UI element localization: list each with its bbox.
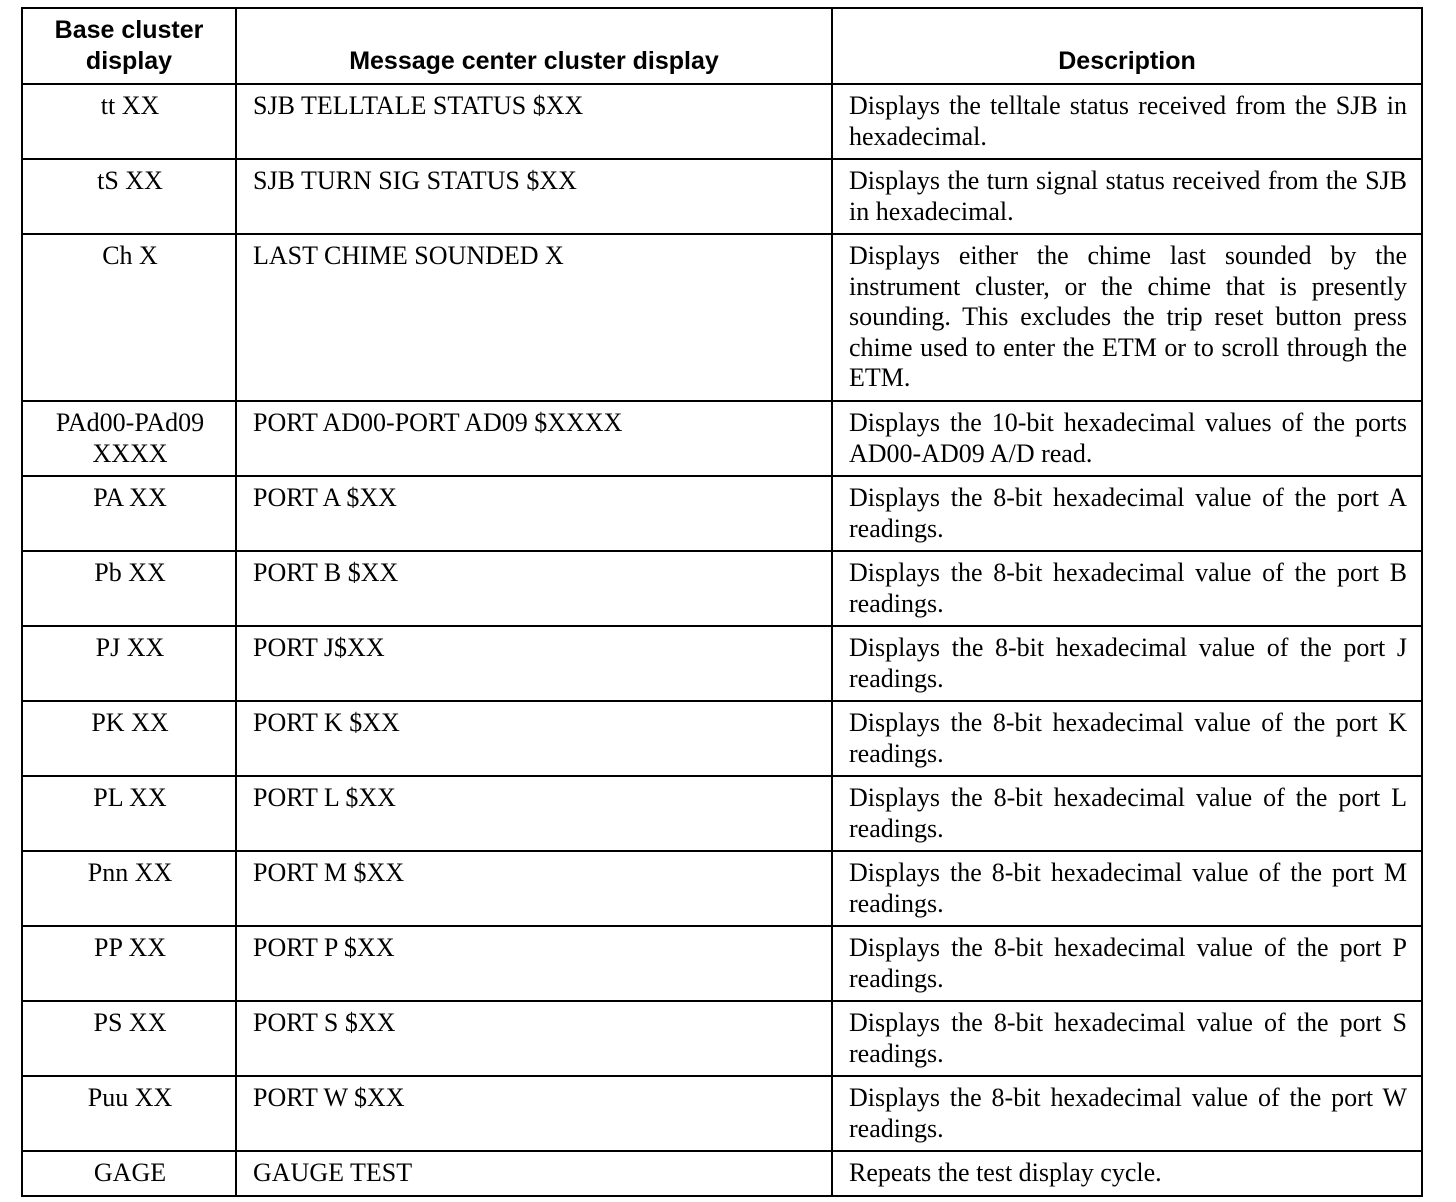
- cell-base: PJ XX: [22, 626, 236, 701]
- cell-base: GAGE: [22, 1151, 236, 1196]
- cell-message: PORT AD00-PORT AD09 $XXXX: [236, 401, 832, 476]
- cell-base: Ch X: [22, 234, 236, 401]
- cell-description: Displays the 8-bit hexadecimal value of the port W readings.: [832, 1076, 1422, 1151]
- cell-base: PAd00-PAd09 XXXX: [22, 401, 236, 476]
- table-row: [22, 851, 1422, 926]
- cell-description: Repeats the test display cycle.: [832, 1151, 1422, 1196]
- cell-description: Displays the telltale status received from the SJB in hexadecimal.: [832, 84, 1422, 159]
- table-row: [22, 551, 1422, 626]
- cell-message: LAST CHIME SOUNDED X: [236, 234, 832, 401]
- table-row: [22, 159, 1422, 234]
- table-row: [22, 701, 1422, 776]
- cell-description: Displays either the chime last sounded by the instrument cluster, or the chime that is presently sounding. This excludes the trip reset button press chime used to enter the ETM or to scroll through the ETM.: [832, 234, 1422, 401]
- table-row: [22, 476, 1422, 551]
- cell-description: Displays the 8-bit hexadecimal value of the port K readings.: [832, 701, 1422, 776]
- cell-base: Puu XX: [22, 1076, 236, 1151]
- table-row: [22, 1001, 1422, 1076]
- table-row: [22, 401, 1422, 476]
- cell-description: Displays the 8-bit hexadecimal value of the port M readings.: [832, 851, 1422, 926]
- table-row: [22, 84, 1422, 159]
- header-message-center-display: Message center cluster display: [236, 8, 832, 84]
- table-header-row: [22, 8, 1422, 84]
- cell-base: tt XX: [22, 84, 236, 159]
- table-row: [22, 234, 1422, 401]
- cell-message: PORT A $XX: [236, 476, 832, 551]
- cell-description: Displays the 8-bit hexadecimal value of the port A readings.: [832, 476, 1422, 551]
- cell-base: PP XX: [22, 926, 236, 1001]
- table-row: [22, 926, 1422, 1001]
- cell-description: Displays the 8-bit hexadecimal value of the port L readings.: [832, 776, 1422, 851]
- cell-description: Displays the 10-bit hexadecimal values of the ports AD00-AD09 A/D read.: [832, 401, 1422, 476]
- cell-base: PS XX: [22, 1001, 236, 1076]
- table-row: [22, 776, 1422, 851]
- cell-message: PORT B $XX: [236, 551, 832, 626]
- cell-message: PORT W $XX: [236, 1076, 832, 1151]
- cell-message: SJB TURN SIG STATUS $XX: [236, 159, 832, 234]
- cell-message: PORT M $XX: [236, 851, 832, 926]
- cell-message: SJB TELLTALE STATUS $XX: [236, 84, 832, 159]
- cell-description: Displays the 8-bit hexadecimal value of the port P readings.: [832, 926, 1422, 1001]
- header-description: Description: [832, 8, 1422, 84]
- table-row: [22, 626, 1422, 701]
- cell-message: PORT P $XX: [236, 926, 832, 1001]
- cell-message: GAUGE TEST: [236, 1151, 832, 1196]
- header-base-cluster-display: Base cluster display: [22, 8, 236, 84]
- cell-message: PORT K $XX: [236, 701, 832, 776]
- cell-message: PORT L $XX: [236, 776, 832, 851]
- table-row: [22, 1151, 1422, 1196]
- table-row: [22, 1076, 1422, 1151]
- cell-base: tS XX: [22, 159, 236, 234]
- cell-base: PK XX: [22, 701, 236, 776]
- cell-description: Displays the 8-bit hexadecimal value of the port B readings.: [832, 551, 1422, 626]
- cell-description: Displays the turn signal status received from the SJB in hexadecimal.: [832, 159, 1422, 234]
- cell-description: Displays the 8-bit hexadecimal value of the port S readings.: [832, 1001, 1422, 1076]
- cell-description: Displays the 8-bit hexadecimal value of the port J readings.: [832, 626, 1422, 701]
- cell-message: PORT S $XX: [236, 1001, 832, 1076]
- diagnostic-display-table: [21, 7, 1423, 1197]
- cell-base: Pnn XX: [22, 851, 236, 926]
- cell-message: PORT J$XX: [236, 626, 832, 701]
- cell-base: PL XX: [22, 776, 236, 851]
- cell-base: PA XX: [22, 476, 236, 551]
- cell-base: Pb XX: [22, 551, 236, 626]
